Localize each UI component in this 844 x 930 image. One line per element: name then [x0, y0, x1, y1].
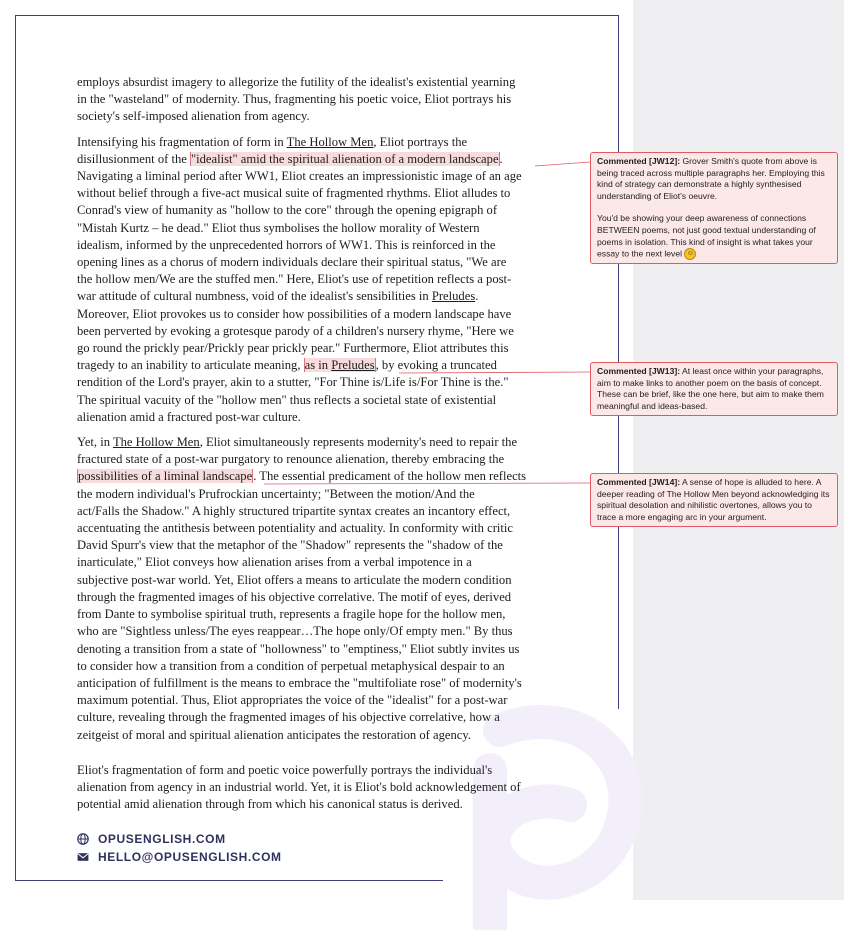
text-line: Conrad's view of humanity as "hollow to the core" through the opening epigraph of: [77, 203, 498, 218]
text-line: from Dante to symbolise spiritual truth, represents a fragile hope for the hollow men,: [77, 607, 506, 622]
text-line: in the "wasteland" of modernity. Thus, fragmenting his poetic voice, Eliot portrays his: [77, 92, 512, 107]
mail-icon: [77, 851, 89, 863]
text-line: Moreover, Eliot provokes us to consider how possibilities of a modern landscape have: [77, 306, 512, 321]
poem-title-hollow-men: The Hollow Men: [112, 435, 200, 450]
comment-jw14[interactable]: Commented [JW14]: A sense of hope is alluded to here. A deeper reading of The Hollow Men beyond acknowledging its spiritual desolation and nihilistic overtones, allows you to trace a more engaging arc in your argument.: [590, 473, 838, 527]
globe-icon: [77, 833, 89, 845]
poem-title-hollow-men: The Hollow Men: [286, 134, 374, 149]
text-line: the modern individual's Prufrockian uncertainty; "Between the motion/And the: [77, 486, 475, 501]
text-line: culture, revealing through the fragmented images of his objective correlative, how a: [77, 710, 500, 725]
page-frame-top: [15, 15, 619, 16]
page-frame-bottom: [15, 880, 443, 881]
comment-jw12[interactable]: Commented [JW12]: Grover Smith's quote from above is being traced across multiple paragraphs her. Employing this kind of strategy can demonstrate a highly synthesised understanding of Eliot's oeuvre. You'd be showing your deep awareness of connections BETWEEN poems, not just good textual understanding of poems in isolation. This kind of insight is what takes your essay to the next level ☺: [590, 152, 838, 264]
text-line: zeitgeist of moral and spiritual alienation anticipates the restoration of agency.: [77, 727, 471, 742]
text-line: through the fragmented images of his objective correlative. The motif of eyes, derived: [77, 589, 512, 604]
text-line: employs absurdist imagery to allegorize the futility of the idealist's existential yearning: [77, 75, 516, 89]
comment-anchor-jw14[interactable]: possibilities of a liminal landscape: [78, 469, 253, 484]
text-line: David Spurr's view that the metaphor of the "Shadow" represents the "shadow of the: [77, 538, 503, 553]
footer-email-row[interactable]: [77, 848, 282, 866]
text-line: Intensifying his fragmentation of form in The Hollow Men, Eliot portrays the: [77, 134, 468, 149]
text-line: alienation from agency in an industrial world. Yet, it is Eliot's bold acknowledgement of: [77, 779, 521, 794]
text-line: without belief through a five-act musical suite of fragmented rhythms. Eliot alludes to: [77, 186, 511, 201]
text-line: opening lines as a chorus of modern individuals declare their spiritual status, "We are: [77, 255, 507, 270]
text-line: possibilities of a liminal landscape. The essential predicament of the hollow men reflects: [78, 469, 527, 484]
footer-website-row[interactable]: [77, 830, 282, 848]
text-line: maximum potential. Thus, Eliot appropriates the voice of the "idealist" for a post-war: [77, 693, 508, 708]
paragraph-intro-continuation: [77, 74, 565, 126]
text-line: potential amid alienation through from which his canonical status is derived.: [77, 797, 463, 812]
text-line: denoting a transition from a state of "hollowness" to "emptiness," Eliot subtly invites us: [77, 641, 520, 656]
text-block: [77, 374, 565, 426]
comment-label: Commented [JW14]:: [597, 477, 681, 487]
text-line: Navigating a liminal period after WW1, Eliot creates an impressionistic image of an age: [77, 169, 522, 184]
text-line: accentuating the antithesis between potentiality and actuality. In conformity with critic: [77, 521, 513, 536]
comment-anchor-jw12[interactable]: "idealist" amid the spiritual alienation of a modern landscape: [191, 151, 499, 166]
text-line: the hollow men/We are the stuffed men." Here, Eliot's use of repetition reflects a post-: [77, 272, 512, 287]
document-body[interactable]: [77, 74, 565, 821]
paragraph-hollow-men-analysis: [77, 134, 565, 426]
text-line: to consider how a transition from a condition of perpetual metaphysical despair to an: [77, 658, 505, 673]
paragraph-hope-analysis: [77, 434, 565, 744]
text-line: Eliot's fragmentation of form and poetic voice powerfully portrays the individual's: [77, 762, 493, 777]
text-line: society's self-imposed alienation from agency.: [77, 109, 310, 124]
text-line: alienation amid a fractured post-war culture.: [77, 409, 301, 424]
text-block: [77, 486, 565, 744]
footer-email-link[interactable]: HELLO@OPUSENGLISH.COM: [98, 850, 282, 864]
text-line: fractured state of a post-war purgatory to renounce alienation, thereby embracing the: [77, 452, 505, 467]
text-block: [77, 306, 565, 358]
text-line: inarticulate," Eliot conveys how alienation arises from a verbal impotence in a: [77, 555, 472, 570]
text-line: The spiritual vacuity of the "hollow men" thus reflects a societal state of existential: [77, 392, 497, 407]
text-line: go round the prickly pear/Prickly pear prickly pear." Furthermore, Eliot attributes this: [77, 341, 509, 356]
poem-title-preludes: Preludes: [431, 289, 476, 304]
text-line: "Mistah Kurtz – he dead." Eliot thus symbolises the hollow morality of Western: [77, 220, 480, 235]
comment-label: Commented [JW13]:: [597, 366, 681, 376]
text-line: disillusionment of the "idealist" amid the spiritual alienation of a modern landscape.: [77, 151, 503, 166]
comment-label: Commented [JW12]:: [597, 156, 681, 166]
text-line: tragedy to an inability to articulate meaning, as in Preludes, by evoking a truncated: [77, 358, 497, 373]
text-line: idealism, informed by the unprecedented horrors of WW1. This is reinforced in the: [77, 237, 496, 252]
paragraph-conclusion: [77, 762, 565, 814]
text-line: been perverted by evoking a grotesque parody of a children's nursery rhyme, "Here we: [77, 323, 514, 338]
text-line: war attitude of cultural numbness, void of the idealist's sensibilities in Preludes.: [77, 289, 479, 304]
text-line: act/Falls the Shadow." A highly structured tripartite syntax creates an incantory effect,: [77, 503, 511, 518]
text-line: subjective post-war world. Yet, Eliot offers a means to articulate the modern condition: [77, 572, 512, 587]
text-block: [77, 168, 565, 288]
comment-jw13[interactable]: Commented [JW13]: At least once within your paragraphs, aim to make links to another poem on the basis of concept. These can be brief, like the one here, but aim to make them meaningful and ideas-based.: [590, 362, 838, 416]
footer-website-link[interactable]: OPUSENGLISH.COM: [98, 832, 226, 846]
footer-contact: [77, 830, 282, 866]
text-line: Yet, in The Hollow Men, Eliot simultaneously represents modernity's need to repair the: [77, 435, 518, 450]
comment-anchor-jw13[interactable]: as in Preludes: [304, 358, 375, 373]
text-line: who are "Sightless unless/The eyes reappear…The hope only/Of empty men." By thus: [77, 624, 513, 639]
text-line: anticipation of fulfillment is the means to embrace the "multifoliate rose" of modernity's: [77, 675, 522, 690]
page-frame-left: [15, 15, 16, 881]
smiley-emoji-icon: ☺: [684, 248, 696, 260]
text-line: rendition of the Lord's prayer, akin to a stutter, "For Thine is/Life is/For Thine is the.": [77, 375, 509, 390]
comment-gutter: [633, 0, 844, 900]
